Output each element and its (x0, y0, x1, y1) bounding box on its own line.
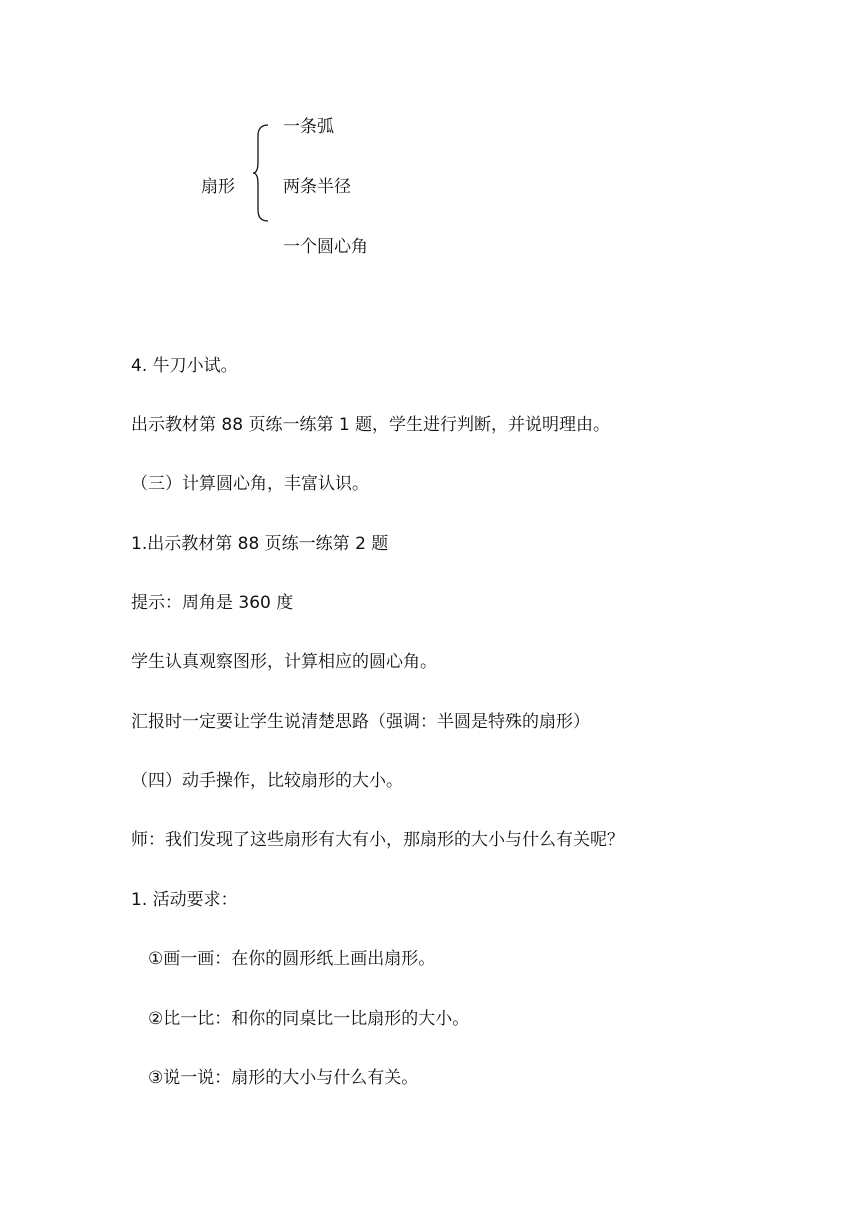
paragraph-observe: 学生认真观察图形，计算相应的圆心角。 (131, 652, 437, 672)
section-heading-trial: 4. 牛刀小试。 (131, 356, 238, 376)
list-item-compare: ②比一比：和你的同桌比一比扇形的大小。 (148, 1009, 470, 1029)
curly-brace-icon (252, 124, 270, 222)
paragraph-hint: 提示：周角是 360 度 (131, 593, 294, 613)
diagram-item-radii: 两条半径 (283, 177, 351, 197)
paragraph-report: 汇报时一定要让学生说清楚思路（强调：半圆是特殊的扇形） (131, 712, 590, 732)
section-heading-operate: （四）动手操作，比较扇形的大小。 (131, 771, 403, 791)
paragraph-exercise-2: 1.出示教材第 88 页练一练第 2 题 (131, 534, 389, 554)
paragraph-teacher: 师：我们发现了这些扇形有大有小，那扇形的大小与什么有关呢？ (131, 830, 624, 850)
section-heading-compute: （三）计算圆心角，丰富认识。 (131, 474, 369, 494)
paragraph-activity-requirements: 1. 活动要求： (131, 890, 238, 910)
sector-label: 扇形 (201, 177, 235, 197)
diagram-item-arc: 一条弧 (283, 117, 334, 137)
list-item-discuss: ③说一说：扇形的大小与什么有关。 (148, 1068, 419, 1088)
paragraph-exercise-1: 出示教材第 88 页练一练第 1 题，学生进行判断，并说明理由。 (131, 415, 611, 435)
list-item-draw: ①画一画：在你的圆形纸上画出扇形。 (148, 949, 436, 969)
diagram-item-central-angle: 一个圆心角 (283, 237, 368, 257)
